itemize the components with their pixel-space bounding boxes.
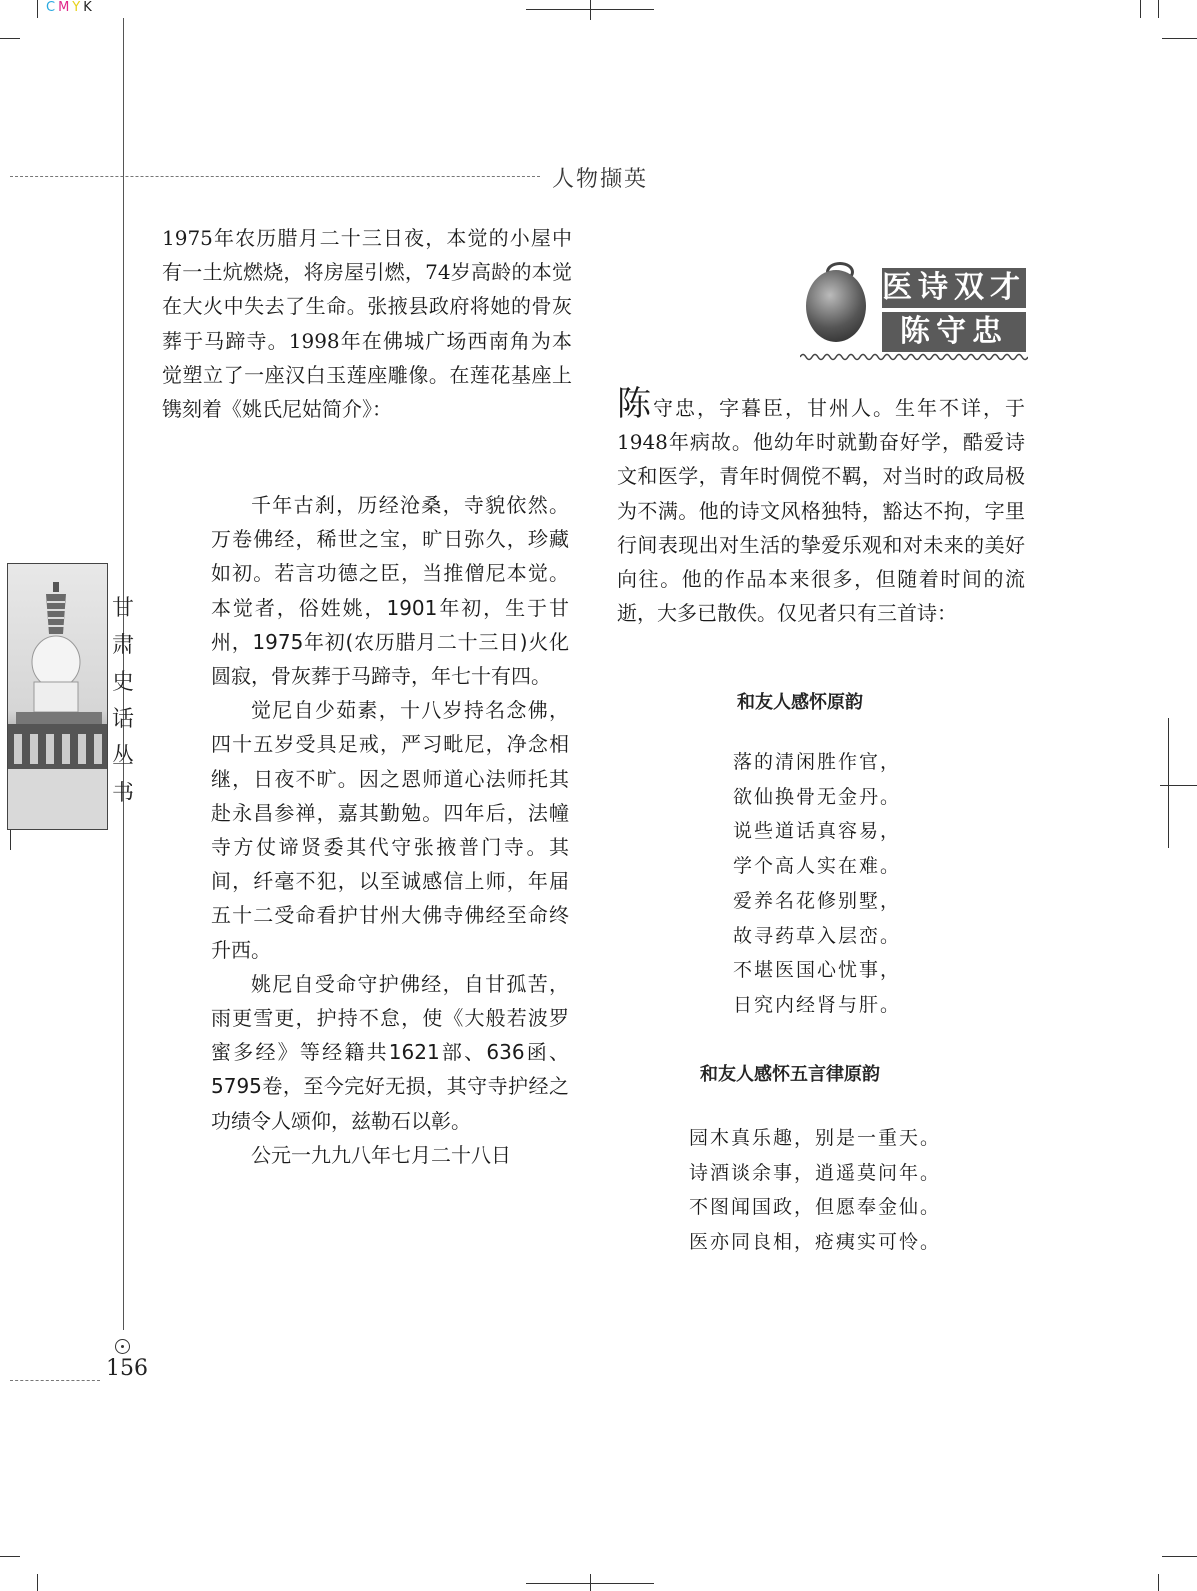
crop-mark bbox=[37, 0, 38, 18]
quote-paragraph: 千年古刹，历经沧桑，寺貌依然。万卷佛经，稀世之宝，旷日弥久，珍藏如初。若言功德之臣，当推僧尼本觉。本觉者，俗姓姚，1901年初，生于甘州，1975年初(农历腊月二十三日)火化圆寂，骨灰葬于马蹄寺，年七十有四。 bbox=[211, 493, 569, 689]
medallion-icon bbox=[806, 270, 866, 342]
crop-mark bbox=[1140, 0, 1141, 18]
pagoda-illustration bbox=[8, 564, 107, 829]
series-title bbox=[110, 590, 136, 812]
page-number: 156 bbox=[106, 1356, 148, 1381]
cmyk-registration bbox=[46, 0, 95, 15]
poem-line: 说些道话真容易， bbox=[733, 820, 902, 843]
inscription-quote bbox=[211, 488, 569, 1172]
header-dashed-rule bbox=[10, 176, 540, 177]
series-char: 甘 bbox=[111, 596, 134, 621]
poem-line: 故寻药草入层峦。 bbox=[733, 924, 902, 947]
cmyk-c: C bbox=[46, 0, 59, 15]
poem2 bbox=[689, 1121, 941, 1260]
title-wave-rule bbox=[800, 352, 1028, 362]
crop-mark bbox=[1160, 785, 1197, 786]
crop-mark bbox=[1158, 0, 1159, 18]
series-char: 书 bbox=[111, 781, 134, 806]
cmyk-k: K bbox=[83, 0, 95, 15]
section-label: 人物撷英 bbox=[552, 167, 649, 192]
page-marker-icon bbox=[115, 1339, 130, 1354]
cmyk-y: Y bbox=[72, 0, 84, 15]
poem-line: 学个高人实在难。 bbox=[733, 855, 902, 878]
right-intro-text: 守忠，字暮臣，甘州人。生年不详，于1948年病故。他幼年时就勤奋好学，酷爱诗文和医学，青年时倜傥不羁，对当时的政局极为不满。他的诗文风格独特，豁达不拘，字里行间表现出对生活的挚爱乐观和对未来的美好向往。他的作品本来很多，但随着时间的流逝，大多已散佚。仅见者只有三首诗： bbox=[617, 396, 1025, 626]
poem-line: 医亦同良相，疮痍实可怜。 bbox=[689, 1231, 942, 1254]
quote-date: 公元一九九八年七月二十八日 bbox=[251, 1142, 511, 1167]
poem-line: 不堪医国心忧事， bbox=[733, 959, 902, 982]
crop-mark bbox=[0, 1556, 20, 1557]
quote-paragraph: 觉尼自少茹素，十八岁持名念佛，四十五岁受具足戒，严习毗尼，净念相继，日夜不旷。因之恩师道心法师托其赴永昌参禅，嘉其勤勉。四年后，法幢寺方仗谛贤委其代守张掖普门寺。其间，纤毫不犯，以至诚感信上师，年届五十二受命看护甘州大佛寺佛经至命终升西。 bbox=[211, 698, 569, 962]
poem1-title: 和友人感怀原韵 bbox=[737, 692, 863, 713]
footer-dashed-rule bbox=[10, 1380, 100, 1381]
poem-line: 落的清闲胜作官， bbox=[733, 751, 902, 773]
crop-mark bbox=[1162, 1556, 1197, 1557]
series-char: 丛 bbox=[111, 744, 134, 769]
crop-mark bbox=[590, 1574, 591, 1591]
crop-mark bbox=[1168, 718, 1169, 848]
series-char: 史 bbox=[111, 670, 134, 695]
crop-mark bbox=[590, 0, 591, 20]
right-intro bbox=[617, 384, 1025, 630]
poem-line: 欲仙换骨无金丹。 bbox=[733, 785, 902, 808]
poem1 bbox=[733, 745, 901, 1023]
crop-mark bbox=[37, 1574, 38, 1591]
drop-cap: 陈 bbox=[617, 384, 653, 424]
poem2-title: 和友人感怀五言律原韵 bbox=[700, 1064, 880, 1085]
poem-line: 爱养名花修别墅， bbox=[733, 889, 902, 912]
crop-mark bbox=[0, 38, 20, 39]
article-title-line2: 陈守忠 bbox=[882, 312, 1026, 352]
series-char: 肃 bbox=[111, 633, 134, 658]
left-intro: 1975年农历腊月二十三日夜，本觉的小屋中有一土炕燃烧，将房屋引燃，74岁高龄的本觉在大火中失去了生命。张掖县政府将她的骨灰葬于马蹄寺。1998年在佛城广场西南角为本觉塑立了一座汉白玉莲座雕像。在莲花基座上镌刻着《姚氏尼姑简介》： bbox=[162, 226, 572, 422]
quote-paragraph: 姚尼自受命守护佛经，自甘孤苦，雨更雪更，护持不怠，使《大般若波罗蜜多经》等经籍共1621部、636函、5795卷，至今完好无损，其守寺护经之功绩令人颂仰，兹勒石以彰。 bbox=[211, 971, 569, 1133]
article-title-line1: 医诗双才 bbox=[882, 268, 1026, 308]
series-char: 话 bbox=[111, 707, 134, 732]
poem-line: 园木真乐趣，别是一重天。 bbox=[689, 1127, 942, 1149]
cmyk-m: M bbox=[58, 0, 73, 15]
poem-line: 诗酒谈余事，逍遥莫问年。 bbox=[689, 1161, 942, 1184]
pagoda-photo bbox=[7, 563, 108, 830]
poem-line: 日究内经肾与肝。 bbox=[733, 993, 902, 1016]
poem-line: 不图闻国政，但愿奉金仙。 bbox=[689, 1196, 942, 1219]
crop-mark bbox=[1158, 1574, 1159, 1591]
crop-mark bbox=[1162, 38, 1197, 39]
